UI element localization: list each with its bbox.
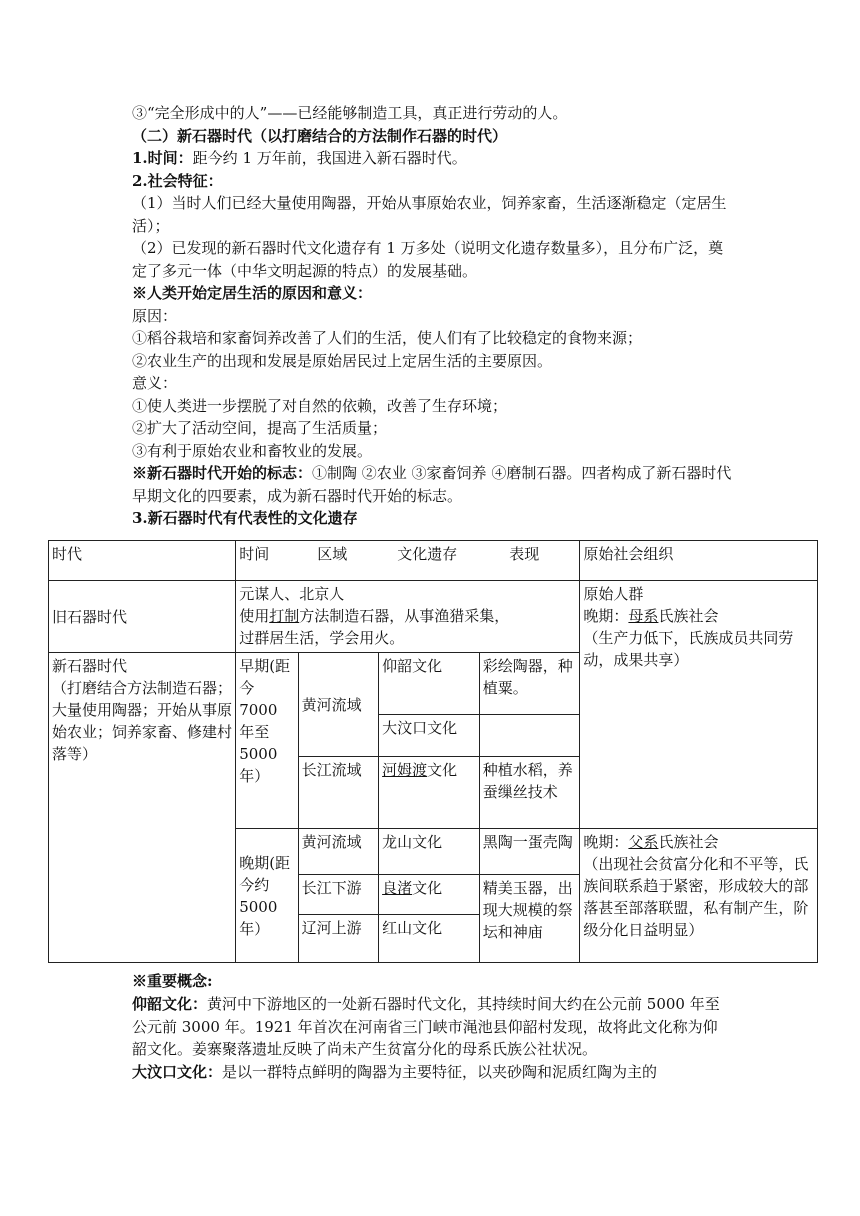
hemudu-feature: 种植水稻，养蚕缫丝技术: [479, 757, 580, 829]
neo-era-title: 新石器时代: [52, 657, 128, 675]
concepts-title: ※重要概念:: [132, 972, 213, 990]
meaning-label: 意义：: [132, 374, 178, 392]
dawenkou-culture: 大汶口文化: [379, 715, 480, 757]
culture-table: [48, 540, 818, 963]
yangshao-text: 黄河中下游地区的一处新石器时代文化，其持续时间大约在公元前 5000 年至公元前 3000 年。1921 年首次在河南省三门峡市渑池县仰韶村发现，故将此文化称为仰韶文化。姜寨聚落遗址反映了尚未产生贫富分化的母系氏族公社状况。: [132, 994, 720, 1059]
hemudu-underlined: 河姆渡: [382, 761, 428, 779]
yangtze-lower: 长江下游: [298, 875, 379, 915]
hemudu-culture: [379, 757, 480, 829]
yangshao-concept: [132, 993, 732, 1061]
paleo-row: [49, 581, 818, 653]
paleo-org-2: [583, 605, 814, 627]
reason-1: ①稻谷栽培和家畜饲养改善了人们的生活，使人们有了比较稳定的食物来源；: [132, 329, 643, 347]
neo-late: 晚期(距今约 5000 年）: [236, 829, 298, 963]
table-header-row: [49, 541, 818, 581]
paleo-org-3: （生产力低下，氏族成员共同劳动，成果共享）: [583, 629, 794, 669]
longshan-culture: 龙山文化: [379, 829, 480, 875]
paleo-line-2: [239, 605, 576, 627]
paleo-line-2-post: 方法制造石器，从事渔猎采集，: [299, 607, 510, 625]
time-label: 1.时间：: [132, 149, 193, 167]
header-culture: 文化遗存: [397, 545, 458, 563]
intro-section: [132, 102, 732, 530]
reason-2: ②农业生产的出现和发展是原始居民过上定居生活的主要原因。: [132, 351, 553, 370]
paleo-org-1: 原始人群: [583, 585, 644, 603]
meaning-1: ①使人类进一步摆脱了对自然的依赖，改善了生存环境；: [132, 396, 508, 415]
header-era: 时代: [49, 541, 236, 581]
mark-paragraph: [132, 462, 732, 507]
neo-early: 早期(距今 7000 年至 5000 年）: [236, 653, 298, 829]
social-label: 2.社会特征：: [132, 171, 223, 190]
complete-human-line: ③“完全形成中的人”——已经能够制造工具，真正进行劳动的人。: [132, 104, 568, 122]
meaning-2: ②扩大了活动空间，提高了生活质量；: [132, 419, 388, 437]
table-title: 3.新石器时代有代表性的文化遗存: [132, 509, 358, 527]
dawenkou-text: 是以一群特点鲜明的陶器为主要特征，以夹砂陶和泥质红陶为主的: [222, 1063, 658, 1082]
hemudu-post: 文化: [427, 761, 458, 779]
yangshao-term: 仰韶文化：: [132, 994, 208, 1013]
late-org: [580, 829, 818, 963]
meaning-3: ③有利于原始农业和畜牧业的发展。: [132, 441, 373, 460]
hongshan-culture: 红山文化: [379, 915, 480, 963]
yangshao-feature: 彩绘陶器，种植粟。: [479, 653, 580, 715]
late-org-post: 氏族社会: [658, 833, 719, 851]
neo-era-desc: （打磨结合方法制造石器；大量使用陶器；开始从事原始农业；饲养家畜、修建村落等）: [52, 679, 233, 763]
longshan-feature: 黑陶一蛋壳陶: [479, 829, 580, 875]
header-org: 原始社会组织: [580, 541, 818, 581]
liao-upper: 辽河上游: [298, 915, 379, 963]
paleo-line-2-pre: 使用: [239, 607, 270, 625]
paleo-org-2-post: 氏族社会: [658, 607, 719, 625]
social-paragraph-1: （1）当时人们已经大量使用陶器，开始从事原始农业，饲养家畜，生活逐渐稳定（定居生活）；: [132, 194, 727, 235]
paleo-org-2-pre: 晚期：: [583, 607, 629, 625]
time-line: [132, 147, 732, 170]
paleo-org-2-underlined: 母系: [628, 607, 659, 625]
yellow-river-early: 黄河流域: [298, 653, 379, 757]
paleo-desc: [236, 581, 580, 653]
liangzhu-underlined: 良渚: [382, 879, 413, 897]
settle-title: ※人类开始定居生活的原因和意义：: [132, 284, 373, 302]
header-group: [236, 541, 580, 581]
social-paragraph-2: （2）已发现的新石器时代文化遗存有 1 万多处（说明文化遗存数量多），且分布广泛，奠定了多元一体（中华文明起源的特点）的发展基础。: [132, 239, 724, 280]
dawenkou-concept: [132, 1061, 732, 1084]
dawenkou-feature: [479, 715, 580, 757]
mark-text: ①制陶 ②农业 ③家畜饲养 ④磨制石器。四者构成了新石器时代早期文化的四要素，成为新石器时代开始的标志。: [132, 464, 732, 505]
yangshao-culture: 仰韶文化: [379, 653, 480, 715]
dawenkou-term: 大汶口文化：: [132, 1063, 223, 1082]
header-time: 时间: [239, 545, 270, 563]
paleo-org: [580, 581, 818, 829]
liangzhu-post: 文化: [412, 879, 443, 897]
paleo-line-3: 过群居生活，学会用火。: [239, 629, 405, 647]
paleo-era: 旧石器时代: [49, 581, 236, 653]
liangzhu-feature: 精美玉器，出现大规模的祭坛和神庙: [479, 875, 580, 963]
reason-label: 原因：: [132, 306, 178, 325]
yangtze-early: 长江流域: [298, 757, 379, 829]
section-title: （二）新石器时代（以打磨结合的方法制作石器的时代）: [132, 126, 508, 145]
late-org-pre: 晚期：: [583, 833, 629, 851]
time-text: 距今约 1 万年前，我国进入新石器时代。: [192, 149, 467, 167]
late-org-desc: （出现社会贫富分化和不平等，氏族间联系趋于紧密，形成较大的部落甚至部落联盟，私有制产生，阶级分化日益明显）: [583, 855, 809, 939]
liangzhu-culture: [379, 875, 480, 915]
concepts-section: [132, 970, 732, 1084]
mark-label: ※新石器时代开始的标志：: [132, 464, 313, 482]
late-org-title: [583, 831, 814, 853]
neo-era: [49, 653, 236, 963]
late-org-underlined: 父系: [628, 833, 659, 851]
header-region: 区域: [317, 545, 348, 563]
yellow-river-late: 黄河流域: [298, 829, 379, 875]
paleo-line-2-underlined: 打制: [269, 607, 300, 625]
paleo-line-1: 元谋人、北京人: [239, 585, 345, 603]
header-feature: 表现: [509, 545, 540, 563]
